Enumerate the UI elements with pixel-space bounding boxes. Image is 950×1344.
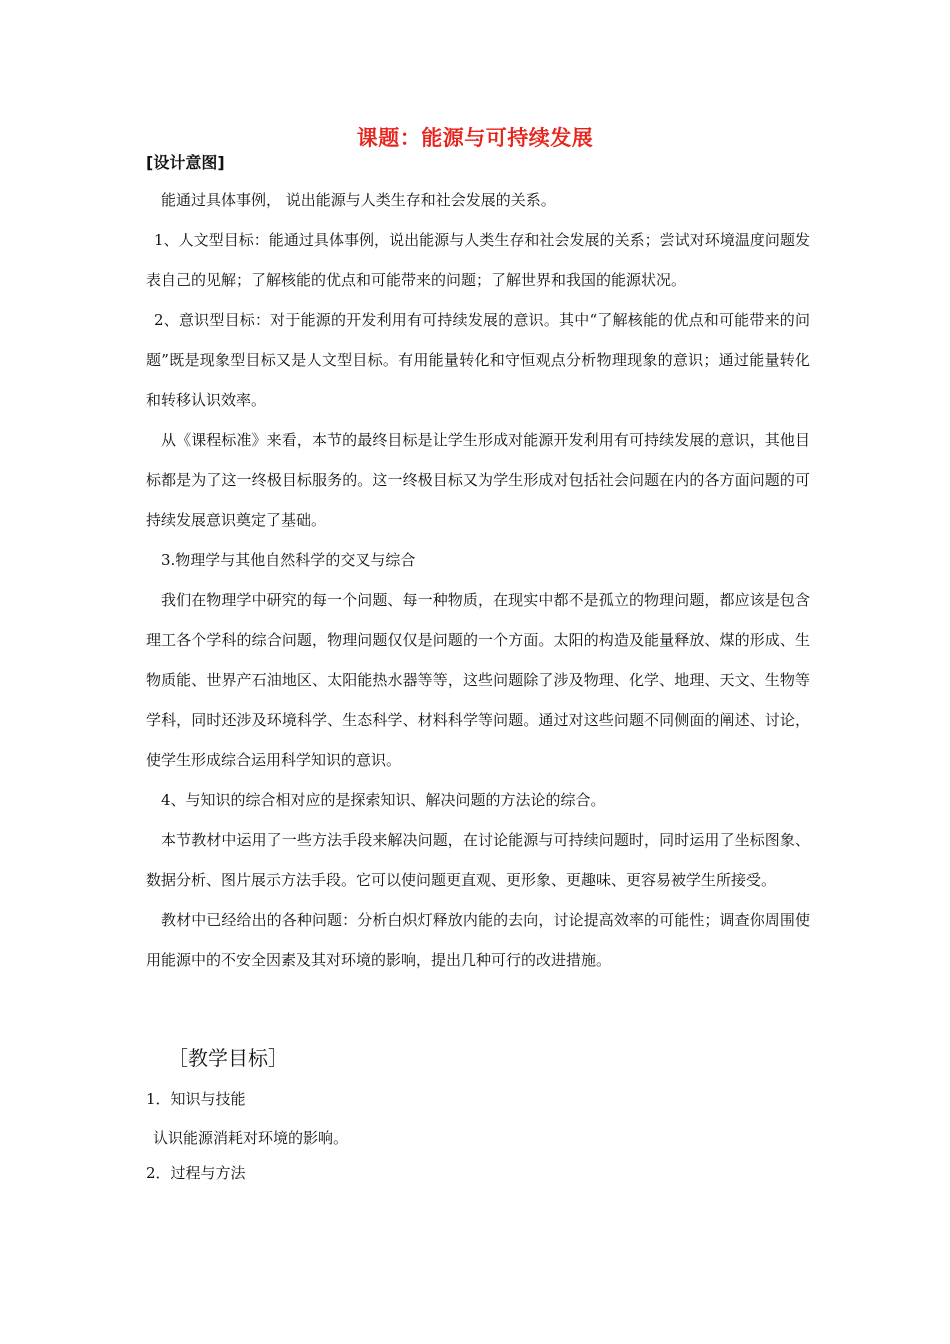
paragraph: 从《课程标准》来看，本节的最终目标是让学生形成对能源开发利用有可持续发展的意识，其他目标都是为了这一终极目标服务的。这一终极目标又为学生形成对包括社会问题在内的各方面问题的可持续发展意识奠定了基础。 bbox=[146, 431, 810, 529]
design-intent-heading: [设计意图] bbox=[146, 153, 225, 172]
goal-item: 1．知识与技能 bbox=[146, 1090, 246, 1108]
paragraph: 3.物理学与其他自然科学的交叉与综合 bbox=[161, 551, 416, 569]
paragraph: 我们在物理学中研究的每一个问题、每一种物质，在现实中都不是孤立的物理问题，都应该是包含理工各个学科的综合问题，物理问题仅仅是问题的一个方面。太阳的构造及能量释放、煤的形成、生物质能、世界产石油地区、太阳能热水器等等，这些问题除了涉及物理、化学、地理、天文、生物等学科，同时还涉及环境科学、生态科学、材料科学等问题。通过对这些问题不同侧面的阐述、讨论，使学生形成综合运用科学知识的意识。 bbox=[146, 591, 810, 769]
paragraph: 1、人文型目标：能通过具体事例，说出能源与人类生存和社会发展的关系；尝试对环境温度问题发表自己的见解；了解核能的优点和可能带来的问题；了解世界和我国的能源状况。 bbox=[146, 231, 810, 289]
document-title: 课题：能源与可持续发展 bbox=[356, 126, 594, 150]
design-intent-body bbox=[146, 180, 810, 980]
paragraph: 本节教材中运用了一些方法手段来解决问题，在讨论能源与可持续问题时，同时运用了坐标图象、数据分析、图片展示方法手段。它可以使问题更直观、更形象、更趣味、更容易被学生所接受。 bbox=[146, 831, 810, 889]
goal-item: 认识能源消耗对环境的影响。 bbox=[153, 1129, 349, 1147]
goal-item: 2．过程与方法 bbox=[146, 1164, 246, 1182]
paragraph: 教材中已经给出的各种问题：分析白炽灯释放内能的去向，讨论提高效率的可能性；调查你周围使用能源中的不安全因素及其对环境的影响，提出几种可行的改进措施。 bbox=[146, 911, 810, 969]
paragraph: 能通过具体事例， 说出能源与人类生存和社会发展的关系。 bbox=[161, 191, 556, 209]
teaching-goals-heading: ［教学目标］ bbox=[168, 1046, 288, 1070]
paragraph: 2、意识型目标：对于能源的开发利用有可持续发展的意识。其中“了解核能的优点和可能带来的问题”既是现象型目标又是人文型目标。有用能量转化和守恒观点分析物理现象的意识；通过能量转化和转移认识效率。 bbox=[146, 311, 810, 409]
paragraph: 4、与知识的综合相对应的是探索知识、解决问题的方法论的综合。 bbox=[161, 791, 606, 809]
